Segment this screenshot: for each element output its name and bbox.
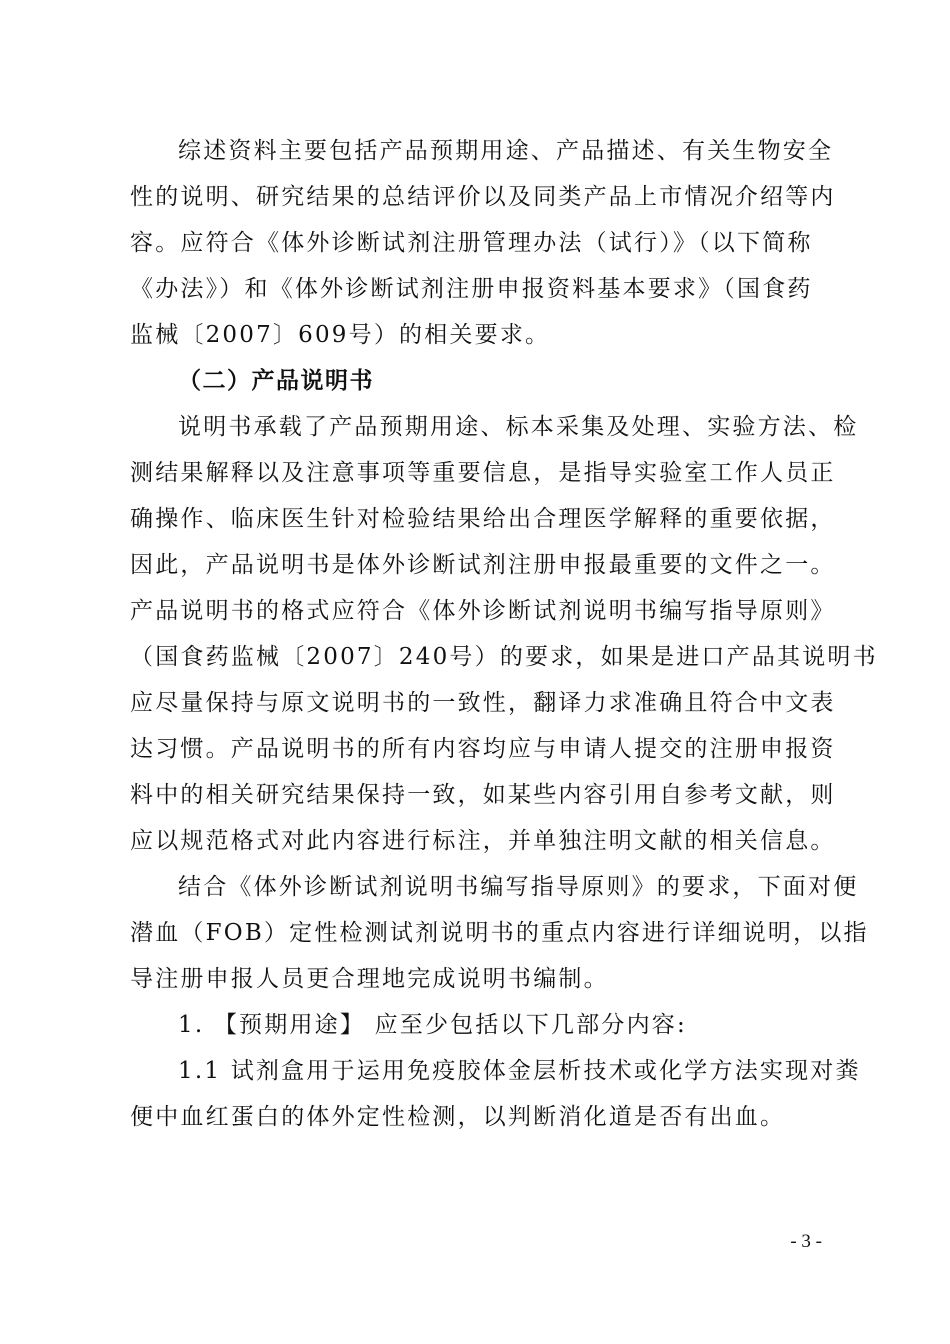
text-line: 达习惯。产品说明书的所有内容均应与申请人提交的注册申报资 (130, 736, 836, 762)
text-line: 应以规范格式对此内容进行标注，并单独注明文献的相关信息。 (130, 828, 836, 854)
page-number: - 3 - (790, 1231, 822, 1252)
text-line: 综述资料主要包括产品预期用途、产品描述、有关生物安全 (178, 138, 834, 164)
text-line: 产品说明书的格式应符合《体外诊断试剂说明书编写指导原则》 (130, 598, 836, 624)
text-line: 确操作、临床医生针对检验结果给出合理医学解释的重要依据， (130, 506, 836, 532)
text-line: 说明书承载了产品预期用途、标本采集及处理、实验方法、检 (178, 414, 859, 440)
text-line: 因此，产品说明书是体外诊断试剂注册申报最重要的文件之一。 (130, 552, 836, 578)
text-line: 容。应符合《体外诊断试剂注册管理办法（试行）》（以下简称 (130, 230, 813, 256)
text-line: （国食药监械〔2007〕240号）的要求，如果是进口产品其说明书 (130, 644, 878, 670)
text-line: 便中血红蛋白的体外定性检测，以判断消化道是否有出血。 (130, 1104, 786, 1130)
text-line: 1.1 试剂盒用于运用免疫胶体金层析技术或化学方法实现对粪 (178, 1058, 861, 1084)
text-line: 应尽量保持与原文说明书的一致性，翻译力求准确且符合中文表 (130, 690, 836, 716)
text-line: 监械〔2007〕609号）的相关要求。 (130, 322, 551, 348)
text-line: 料中的相关研究结果保持一致，如某些内容引用自参考文献，则 (130, 782, 836, 808)
text-line: 导注册申报人员更合理地完成说明书编制。 (130, 966, 609, 992)
text-line: 潜血（FOB）定性检测试剂说明书的重点内容进行详细说明，以指 (130, 920, 869, 946)
section-heading: （二）产品说明书 (178, 368, 374, 394)
text-line: 性的说明、研究结果的总结评价以及同类产品上市情况介绍等内 (130, 184, 836, 210)
text-line: 结合《体外诊断试剂说明书编写指导原则》的要求，下面对便 (178, 874, 859, 900)
list-item-heading: 1. 【预期用途】 应至少包括以下几部分内容: (178, 1012, 687, 1038)
text-line: 《办法》）和《体外诊断试剂注册申报资料基本要求》（国食药 (130, 276, 813, 302)
text-line: 测结果解释以及注意事项等重要信息，是指导实验室工作人员正 (130, 460, 836, 486)
